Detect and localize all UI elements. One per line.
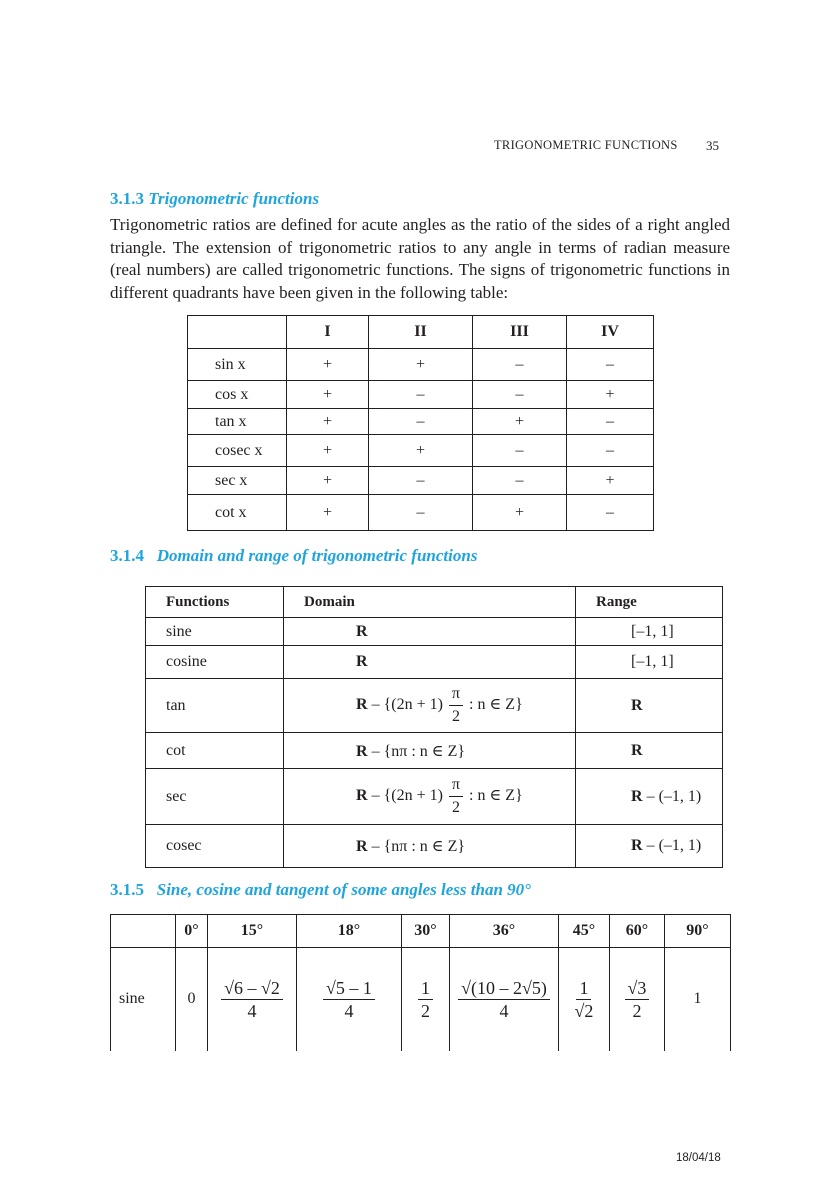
function-name: cot — [146, 733, 284, 769]
fraction — [575, 977, 594, 1022]
section-title: Trigonometric functions — [148, 189, 320, 208]
fraction — [449, 683, 463, 728]
sign-cell: – — [473, 435, 567, 467]
function-name: sec — [146, 769, 284, 825]
denominator: 4 — [499, 1000, 509, 1021]
column-header — [188, 316, 287, 349]
range-cell — [576, 733, 723, 769]
column-header: Functions — [146, 587, 284, 618]
table-row — [146, 618, 723, 646]
angle-header: 36° — [450, 915, 559, 948]
real-set-symbol: R — [356, 787, 368, 805]
angle-header: 18° — [297, 915, 402, 948]
column-header: Domain — [284, 587, 576, 618]
table-row — [146, 733, 723, 769]
real-set-symbol: R — [356, 838, 368, 855]
page-number: 35 — [706, 138, 719, 153]
real-set-symbol: R — [631, 696, 643, 714]
denominator: 2 — [632, 1000, 642, 1021]
function-name: cosec — [146, 825, 284, 868]
domain-cell — [284, 825, 576, 868]
denominator: 2 — [451, 708, 460, 725]
sign-cell: – — [473, 467, 567, 495]
domain-cell — [284, 646, 576, 679]
angles-table — [110, 914, 731, 1051]
real-set-symbol: R — [356, 622, 368, 640]
print-date: 18/04/18 — [676, 1152, 721, 1164]
running-title: TRIGONOMETRIC FUNCTIONS — [494, 138, 678, 152]
paragraph: Trigonometric ratios are defined for acute angles as the ratio of the sides of a right angled triangle. The extension of trigonometric ratios to any angle in terms of radian measure (real numbers) are called trigonometric functions. The signs of trigonometric functions in different quadrants have been given in the following table: — [110, 215, 730, 302]
function-name: sine — [146, 618, 284, 646]
value-cell: 0 — [176, 948, 208, 1051]
denominator: 4 — [344, 1000, 354, 1021]
sign-cell: – — [567, 349, 654, 381]
range-cell — [576, 618, 723, 646]
fraction — [625, 977, 650, 1022]
domain-expression: – {nπ : n ∈ Z} — [367, 742, 466, 760]
sign-cell: + — [287, 467, 369, 495]
table-row — [188, 409, 654, 435]
table-row — [146, 769, 723, 825]
sine-row — [111, 948, 731, 1051]
angle-header: 0° — [176, 915, 208, 948]
sign-cell: – — [567, 409, 654, 435]
value-cell — [610, 948, 665, 1051]
range-expression: – (–1, 1) — [642, 837, 702, 854]
angle-header: 45° — [559, 915, 610, 948]
numerator: π — [449, 774, 463, 797]
range-cell — [576, 679, 723, 733]
sign-cell: + — [287, 495, 369, 531]
angle-header: 90° — [665, 915, 731, 948]
fraction — [323, 977, 375, 1022]
sign-cell: – — [473, 349, 567, 381]
table-row — [188, 435, 654, 467]
value-cell — [559, 948, 610, 1051]
function-name: sec x — [188, 467, 287, 495]
angle-header: 60° — [610, 915, 665, 948]
section-title: Sine, cosine and tangent of some angles less than 90° — [156, 880, 531, 899]
range-cell — [576, 825, 723, 868]
section-heading-3-1-5 — [110, 880, 531, 900]
real-set-symbol: R — [356, 742, 368, 760]
function-name: sine — [111, 948, 176, 1051]
sign-cell: – — [369, 467, 473, 495]
sign-cell: + — [567, 381, 654, 409]
numerator: √3 — [625, 977, 650, 1000]
sign-cell: – — [567, 495, 654, 531]
range-cell — [576, 769, 723, 825]
real-set-symbol: R — [631, 837, 643, 854]
sign-cell: – — [369, 381, 473, 409]
fraction — [221, 977, 283, 1022]
column-header: II — [369, 316, 473, 349]
numerator: π — [449, 683, 463, 706]
sign-cell: – — [369, 409, 473, 435]
section-number: 3.1.5 — [110, 880, 144, 899]
section-heading-3-1-3 — [110, 189, 319, 209]
function-name: cos x — [188, 381, 287, 409]
section-heading-3-1-4 — [110, 546, 477, 566]
fraction — [418, 977, 433, 1022]
section-number: 3.1.3 — [110, 189, 144, 208]
real-set-symbol: R — [356, 653, 368, 670]
angle-header: 15° — [208, 915, 297, 948]
table-row — [146, 679, 723, 733]
sign-cell: + — [287, 381, 369, 409]
value-cell — [297, 948, 402, 1051]
angle-header: 30° — [402, 915, 450, 948]
function-name: cosec x — [188, 435, 287, 467]
sign-cell: + — [287, 349, 369, 381]
table-row — [188, 495, 654, 531]
sign-cell: + — [287, 435, 369, 467]
sign-cell: + — [369, 435, 473, 467]
value-cell: 1 — [665, 948, 731, 1051]
real-set-symbol: R — [631, 787, 643, 805]
function-name: sin x — [188, 349, 287, 381]
numerator: √6 – √2 — [221, 977, 283, 1000]
sign-cell: – — [473, 381, 567, 409]
denominator: 2 — [451, 799, 460, 816]
range-cell — [576, 646, 723, 679]
numerator: √(10 – 2√5) — [458, 977, 550, 1000]
range-expression: [–1, 1] — [631, 653, 674, 670]
fraction — [449, 774, 463, 819]
domain-expression: – {nπ : n ∈ Z} — [367, 838, 466, 855]
denominator: √2 — [574, 1000, 594, 1021]
numerator: 1 — [418, 977, 433, 1000]
section-number: 3.1.4 — [110, 546, 144, 565]
range-expression: – (–1, 1) — [642, 787, 702, 805]
function-name: cosine — [146, 646, 284, 679]
sign-cell: + — [369, 349, 473, 381]
function-name: tan — [146, 679, 284, 733]
table-row — [146, 825, 723, 868]
real-set-symbol: R — [631, 741, 643, 759]
value-cell — [450, 948, 559, 1051]
sign-cell: – — [369, 495, 473, 531]
table-row — [188, 381, 654, 409]
numerator: 1 — [576, 977, 591, 1000]
column-header: III — [473, 316, 567, 349]
angle-header — [111, 915, 176, 948]
domain-expression-tail: : n ∈ Z} — [469, 696, 523, 714]
header-row — [111, 915, 731, 948]
header-row — [188, 316, 654, 349]
section-title: Domain and range of trigonometric functions — [156, 546, 478, 565]
column-header: Range — [576, 587, 723, 618]
sign-cell: + — [473, 495, 567, 531]
fraction — [458, 977, 550, 1022]
denominator: 4 — [247, 1000, 257, 1021]
value-cell — [208, 948, 297, 1051]
domain-cell — [284, 733, 576, 769]
domain-cell — [284, 618, 576, 646]
domain-expression: – {(2n + 1) — [367, 696, 443, 714]
domain-cell — [284, 679, 576, 733]
domain-cell — [284, 769, 576, 825]
sign-cell: + — [567, 467, 654, 495]
table-row — [188, 349, 654, 381]
domain-expression: – {(2n + 1) — [367, 787, 443, 805]
domain-range-table — [145, 586, 723, 868]
real-set-symbol: R — [356, 696, 368, 714]
header-row — [146, 587, 723, 618]
value-cell — [402, 948, 450, 1051]
sign-cell: + — [473, 409, 567, 435]
column-header: IV — [567, 316, 654, 349]
domain-expression-tail: : n ∈ Z} — [469, 787, 523, 805]
sign-cell: – — [567, 435, 654, 467]
table-row — [188, 467, 654, 495]
signs-table — [187, 315, 654, 531]
column-header: I — [287, 316, 369, 349]
denominator: 2 — [421, 1000, 430, 1021]
sign-cell: + — [287, 409, 369, 435]
table-row — [146, 646, 723, 679]
range-expression: [–1, 1] — [631, 622, 674, 640]
function-name: tan x — [188, 409, 287, 435]
numerator: √5 – 1 — [323, 977, 375, 1000]
function-name: cot x — [188, 495, 287, 531]
